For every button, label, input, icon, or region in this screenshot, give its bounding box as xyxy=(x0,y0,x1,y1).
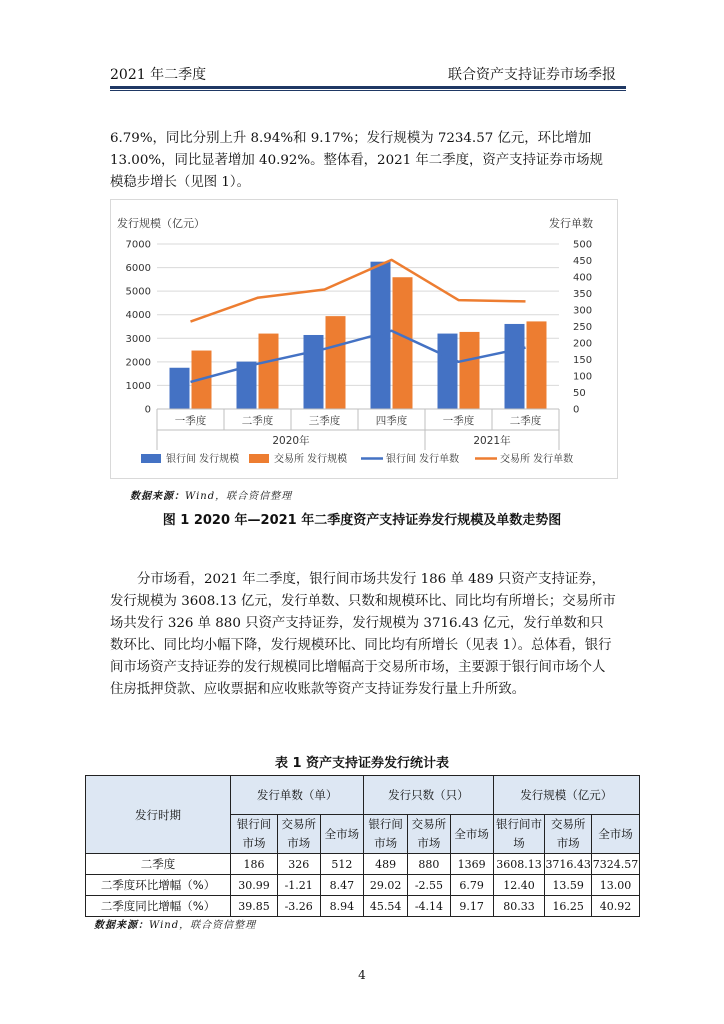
y-tick-label: 2000 xyxy=(125,357,151,369)
cell: 13.59 xyxy=(545,875,592,896)
group-issues: 发行只数（只） xyxy=(364,776,493,815)
y2-tick-label: 0 xyxy=(573,404,580,416)
cell: 8.47 xyxy=(320,875,364,896)
sub-exch: 交易所市场 xyxy=(545,815,592,854)
page-number: 4 xyxy=(358,968,366,982)
y2-tick-label: 100 xyxy=(573,371,593,383)
category-label: 四季度 xyxy=(375,415,408,427)
y2-tick-label: 450 xyxy=(573,256,593,267)
figure-caption: 图 1 2020 年—2021 年二季度资产支持证券发行规模及单数走势图 xyxy=(162,513,562,528)
y2-tick-label: 200 xyxy=(573,338,593,350)
y2-axis-title: 发行单数 xyxy=(549,217,593,230)
table-row xyxy=(86,896,640,917)
stats-table xyxy=(85,775,640,917)
header-rule-thin xyxy=(110,90,626,91)
y-tick-label: 6000 xyxy=(125,263,151,275)
source-label: 数据来源： xyxy=(94,920,149,931)
legend-label: 交易所 发行规模 xyxy=(274,454,348,465)
y-tick-label: 1000 xyxy=(125,380,151,392)
legend-label: 银行间 发行规模 xyxy=(166,454,240,465)
legend-swatch xyxy=(141,454,161,463)
table-row xyxy=(86,875,640,896)
cell: 8.94 xyxy=(320,896,364,917)
sub-bank: 银行间市场 xyxy=(493,815,545,854)
bar xyxy=(259,334,279,409)
category-label: 三季度 xyxy=(308,415,341,427)
row-label: 二季度同比增幅（%） xyxy=(86,896,231,917)
header-rule xyxy=(110,86,626,89)
sub-all: 全市场 xyxy=(450,815,493,854)
cell: 186 xyxy=(231,854,278,875)
header-right: 联合资产支持证券市场季报 xyxy=(448,67,616,83)
bar xyxy=(460,332,480,409)
y2-tick-label: 400 xyxy=(573,272,593,284)
chart-svg xyxy=(111,200,617,478)
bar xyxy=(438,334,458,409)
cell: 6.79 xyxy=(450,875,493,896)
paragraph-intro: 6.79%，同比分别上升 8.94%和 9.17%；发行规模为 7234.57 亿元，环比增加 13.00%，同比显著增加 40.92%。整体看，2021 年二季度，资产支持证券市场规模稳步增长（见图 1）。 xyxy=(110,131,603,190)
category-label: 一季度 xyxy=(174,415,207,427)
category-label: 一季度 xyxy=(442,415,475,427)
bar xyxy=(505,324,525,409)
cell: 12.40 xyxy=(493,875,545,896)
cell: 1369 xyxy=(450,854,493,875)
cell: 7324.57 xyxy=(591,854,639,875)
bar xyxy=(304,335,324,409)
group-scale: 发行规模（亿元） xyxy=(493,776,639,815)
y-tick-label: 5000 xyxy=(125,286,151,298)
cell: 489 xyxy=(364,854,408,875)
source-text: Wind，联合资信整理 xyxy=(149,920,257,931)
cell: -3.26 xyxy=(277,896,320,917)
row-label: 二季度 xyxy=(86,854,231,875)
y-tick-label: 7000 xyxy=(125,239,151,251)
cell: 39.85 xyxy=(231,896,278,917)
cell: -4.14 xyxy=(408,896,451,917)
category-label: 二季度 xyxy=(241,415,274,427)
cell: 45.54 xyxy=(364,896,408,917)
y2-tick-label: 300 xyxy=(573,305,593,317)
source-text: Wind，联合资信整理 xyxy=(185,491,293,502)
sub-all: 全市场 xyxy=(320,815,364,854)
source-label: 数据来源： xyxy=(130,491,185,502)
figure-chart xyxy=(110,199,618,479)
cell: 40.92 xyxy=(591,896,639,917)
bar xyxy=(393,277,413,409)
bar xyxy=(326,316,346,409)
legend-swatch xyxy=(249,454,269,463)
cell: 13.00 xyxy=(591,875,639,896)
y-tick-label: 0 xyxy=(144,404,151,416)
sub-exch: 交易所市场 xyxy=(408,815,451,854)
category-label: 二季度 xyxy=(509,415,542,427)
legend-label: 交易所 发行单数 xyxy=(500,454,574,465)
sub-exch: 交易所市场 xyxy=(277,815,320,854)
bar xyxy=(527,321,547,409)
sub-all: 全市场 xyxy=(591,815,639,854)
chart-source xyxy=(130,487,292,502)
cell: -1.21 xyxy=(277,875,320,896)
cell: 9.17 xyxy=(450,896,493,917)
y-axis-title: 发行规模（亿元） xyxy=(117,217,205,230)
sub-bank: 银行间市场 xyxy=(364,815,408,854)
y2-tick-label: 350 xyxy=(573,289,593,300)
paragraph-market: 分市场看，2021 年二季度，银行间市场共发行 186 单 489 只资产支持证券，发行规模为 3608.13 亿元，发行单数、只数和规模环比、同比均有所增长；交易所市场共发行 326 单 880 只资产支持证券，发行规模为 3716.43 亿元，发行单数和只数环比、同比均小幅下降，发行规模环比、同比均有所增长（见表 1）。总体看，银行间市场资产支持证券的发行规模同比增幅高于交易所市场，主要源于银行间市场个人住房抵押贷款、应收票据和应收账款等资产支持证券发行量上升所致。 xyxy=(110,572,616,697)
cell: 16.25 xyxy=(545,896,592,917)
bar xyxy=(170,368,190,409)
cell: 880 xyxy=(408,854,451,875)
sub-bank: 银行间市场 xyxy=(231,815,278,854)
y-tick-label: 3000 xyxy=(125,333,151,345)
cell: 30.99 xyxy=(231,875,278,896)
y2-tick-label: 500 xyxy=(573,239,593,251)
y2-tick-label: 250 xyxy=(573,322,593,333)
group-label: 2021年 xyxy=(473,435,511,447)
y-tick-label: 4000 xyxy=(125,310,151,322)
cell: -2.55 xyxy=(408,875,451,896)
cell: 29.02 xyxy=(364,875,408,896)
group-label: 2020年 xyxy=(272,435,310,447)
cell: 80.33 xyxy=(493,896,545,917)
cell: 326 xyxy=(277,854,320,875)
header-left: 2021 年二季度 xyxy=(110,67,207,83)
y2-tick-label: 50 xyxy=(573,388,586,399)
table-caption: 表 1 资产支持证券发行统计表 xyxy=(274,756,450,771)
table-row xyxy=(86,854,640,875)
legend-label: 银行间 发行单数 xyxy=(386,454,460,465)
cell: 3608.13 xyxy=(493,854,545,875)
cell: 512 xyxy=(320,854,364,875)
col-period: 发行时期 xyxy=(86,776,231,854)
row-label: 二季度环比增幅（%） xyxy=(86,875,231,896)
table-source xyxy=(94,916,256,931)
group-count: 发行单数（单） xyxy=(231,776,364,815)
y2-tick-label: 150 xyxy=(573,355,593,366)
cell: 3716.43 xyxy=(545,854,592,875)
